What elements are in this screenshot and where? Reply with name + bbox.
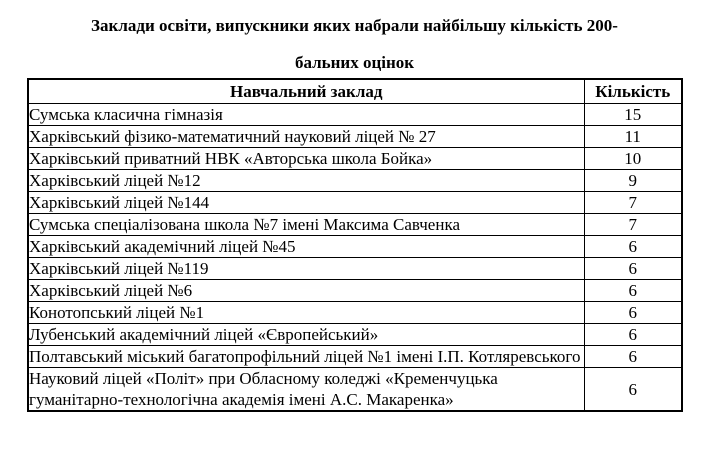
institution-cell: Харківський фізико-математичний науковий ліцей № 27 [28,126,584,148]
count-cell: 10 [584,148,682,170]
count-cell: 7 [584,192,682,214]
table-row [28,104,682,126]
column-header-institution: Навчальний заклад [28,79,584,104]
document-title [0,7,709,81]
count-cell: 11 [584,126,682,148]
table-row [28,192,682,214]
title-line-1: Заклади освіти, випускники яких набрали найбільшу кількість 200- [91,16,618,35]
count-cell: 6 [584,258,682,280]
institution-cell: Конотопський ліцей №1 [28,302,584,324]
table-row [28,148,682,170]
table-row [28,258,682,280]
table-row [28,346,682,368]
count-cell: 6 [584,368,682,412]
table-row [28,170,682,192]
column-header-count: Кількість [584,79,682,104]
institution-cell: Науковий ліцей «Політ» при Обласному коледжі «Кременчуцька гуманітарно-технологічна академія імені А.С. Макаренка» [28,368,584,412]
count-cell: 7 [584,214,682,236]
count-cell: 9 [584,170,682,192]
institution-cell: Харківський академічний ліцей №45 [28,236,584,258]
institution-cell: Харківський ліцей №6 [28,280,584,302]
count-cell: 6 [584,324,682,346]
table-row [28,302,682,324]
institution-cell: Полтавський міський багатопрофільний ліцей №1 імені І.П. Котляревського [28,346,584,368]
table-row [28,368,682,412]
table-body [28,104,682,412]
institution-cell: Харківський ліцей №12 [28,170,584,192]
institution-cell: Харківський ліцей №144 [28,192,584,214]
institution-cell: Харківський приватний НВК «Авторська школа Бойка» [28,148,584,170]
count-cell: 6 [584,346,682,368]
table-row [28,214,682,236]
title-line-2: бальних оцінок [294,53,415,72]
table-header-row [28,79,682,104]
institution-cell: Сумська класична гімназія [28,104,584,126]
institution-cell: Лубенський академічний ліцей «Європейський» [28,324,584,346]
table-row [28,236,682,258]
count-cell: 15 [584,104,682,126]
count-cell: 6 [584,302,682,324]
results-table [27,78,683,412]
institution-cell: Харківський ліцей №119 [28,258,584,280]
institution-cell: Сумська спеціалізована школа №7 імені Максима Савченка [28,214,584,236]
count-cell: 6 [584,280,682,302]
table-row [28,126,682,148]
count-cell: 6 [584,236,682,258]
table-row [28,324,682,346]
table-row [28,280,682,302]
